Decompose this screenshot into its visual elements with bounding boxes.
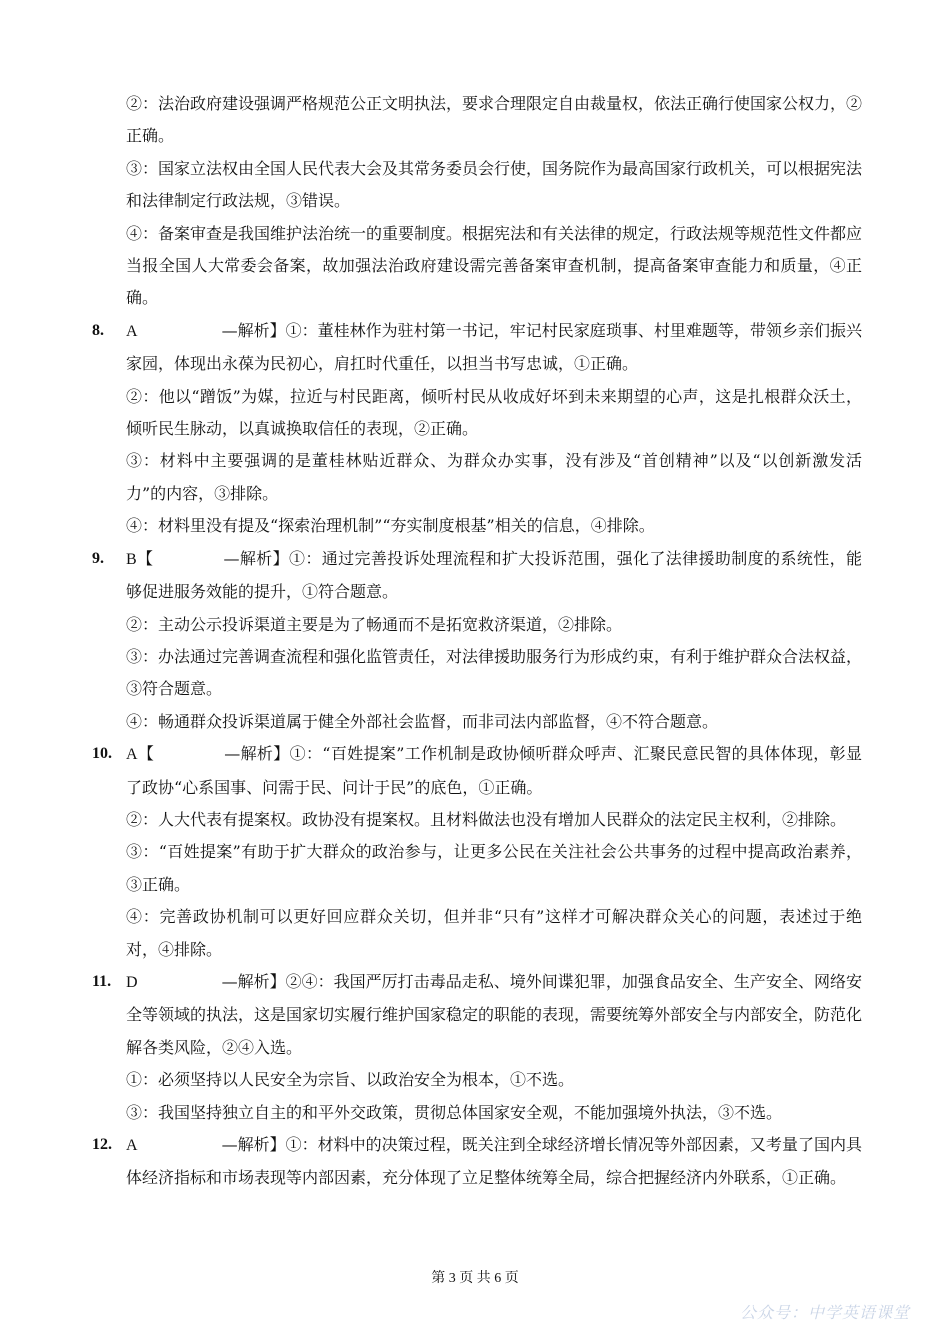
question-explanation — [92, 315, 862, 381]
question-explanation — [92, 1129, 862, 1195]
answer-explanations — [92, 88, 862, 1195]
explanation-text: —解析】①：“百姓提案”工作机制是政协倾听群众呼声、汇聚民意民智的具体体现，彰显了政协“心系国事、问需于民、问计于民”的底色，①正确。 — [126, 744, 862, 797]
answer-letter: B【 — [126, 550, 154, 568]
option-explanation: ①：必须坚持以人民安全为宗旨、以政治安全为根本，①不选。 — [126, 1070, 575, 1090]
option-explanation: ②：人大代表有提案权。政协没有提案权。且材料做法也没有增加人民群众的法定民主权利，②排除。 — [126, 809, 847, 829]
answer-letter: D — [126, 973, 138, 991]
option-explanation: ②：他以“蹭饭”为媒，拉近与村民距离，倾听村民从收成好坏到未来期望的心声，这是扎根群众沃土，倾听民生脉动，以真诚换取信任的表现，②正确。 — [126, 386, 862, 439]
option-explanation: ②：法治政府建设强调严格规范公正文明执法，要求合理限定自由裁量权，依法正确行使国家公权力，②正确。 — [126, 94, 863, 146]
answer-letter: A — [126, 322, 138, 340]
question-number: 10. — [92, 745, 112, 763]
explanation-text: —解析】②④：我国严厉打击毒品走私、境外间谍犯罪，加强食品安全、生产安全、网络安全等领域的执法，这是国家切实履行维护国家稳定的职能的表现，需要统筹外部安全与内部安全，防范化解各类风险，②④入选。 — [126, 971, 863, 1057]
answer-letter: A【 — [126, 746, 155, 764]
question-explanation — [92, 543, 862, 609]
option-explanation: ④：畅通群众投诉渠道属于健全外部社会监督，而非司法内部监督，④不符合题意。 — [126, 711, 719, 731]
option-explanation: ③：国家立法权由全国人民代表大会及其常务委员会行使，国务院作为最高国家行政机关，可以根据宪法和法律制定行政法规，③错误。 — [126, 158, 863, 211]
option-explanation: ③：办法通过完善调查流程和强化监管责任，对法律援助服务行为形成约束，有利于维护群众合法权益，③符合题意。 — [126, 646, 863, 699]
page-footer: 第 3 页 共 6 页 — [431, 1271, 519, 1286]
option-explanation: ③：我国坚持独立自主的和平外交政策，贯彻总体国家安全观，不能加强境外执法，③不选。 — [126, 1102, 783, 1122]
option-explanation: ④：备案审查是我国维护法治统一的重要制度。根据宪法和有关法律的规定，行政法规等规范性文件都应当报全国人大常委会备案，故加强法治政府建设需完善备案审查机制，提高备案审查能力和质量，④正确。 — [126, 223, 863, 308]
question-explanation — [92, 966, 862, 1064]
option-explanation: ④：材料里没有提及“探索治理机制”“夯实制度根基”相关的信息，④排除。 — [126, 516, 655, 536]
option-explanation: ③：“百姓提案”有助于扩大群众的政治参与，让更多公民在关注社会公共事务的过程中提高政治素养，③正确。 — [126, 842, 862, 894]
watermark-text: 公众号：中学英语课堂 — [739, 1303, 910, 1322]
question-number: 11. — [92, 972, 112, 990]
option-explanation: ②：主动公示投诉渠道主要是为了畅通而不是拓宽救济渠道，②排除。 — [126, 614, 623, 634]
option-explanation: ③：材料中主要强调的是董桂林贴近群众、为群众办实事，没有涉及“首创精神”以及“以创新激发活力”的内容，③排除。 — [126, 451, 862, 503]
answer-letter: A — [126, 1137, 138, 1154]
question-number: 12. — [92, 1136, 112, 1153]
question-number: 9. — [92, 549, 104, 567]
option-explanation: ④：完善政协机制可以更好回应群众关切，但并非“只有”这样才可解决群众关心的问题，表述过于绝对，④排除。 — [126, 907, 862, 959]
explanation-text: —解析】①：材料中的决策过程，既关注到全球经济增长情况等外部因素，又考量了国内具体经济指标和市场表现等内部因素，充分体现了立足整体统筹全局，综合把握经济内外联系，①正确。 — [126, 1135, 862, 1188]
question-number: 8. — [92, 321, 104, 339]
question-explanation — [92, 738, 862, 804]
explanation-text: —解析】①：通过完善投诉处理流程和扩大投诉范围，强化了法律援助制度的系统性，能够促进服务效能的提升，①符合题意。 — [126, 548, 862, 602]
explanation-text: —解析】①：董桂林作为驻村第一书记，牢记村民家庭琐事、村里难题等，带领乡亲们振兴家园，体现出永葆为民初心，肩扛时代重任，以担当书写忠诚，①正确。 — [126, 320, 862, 374]
